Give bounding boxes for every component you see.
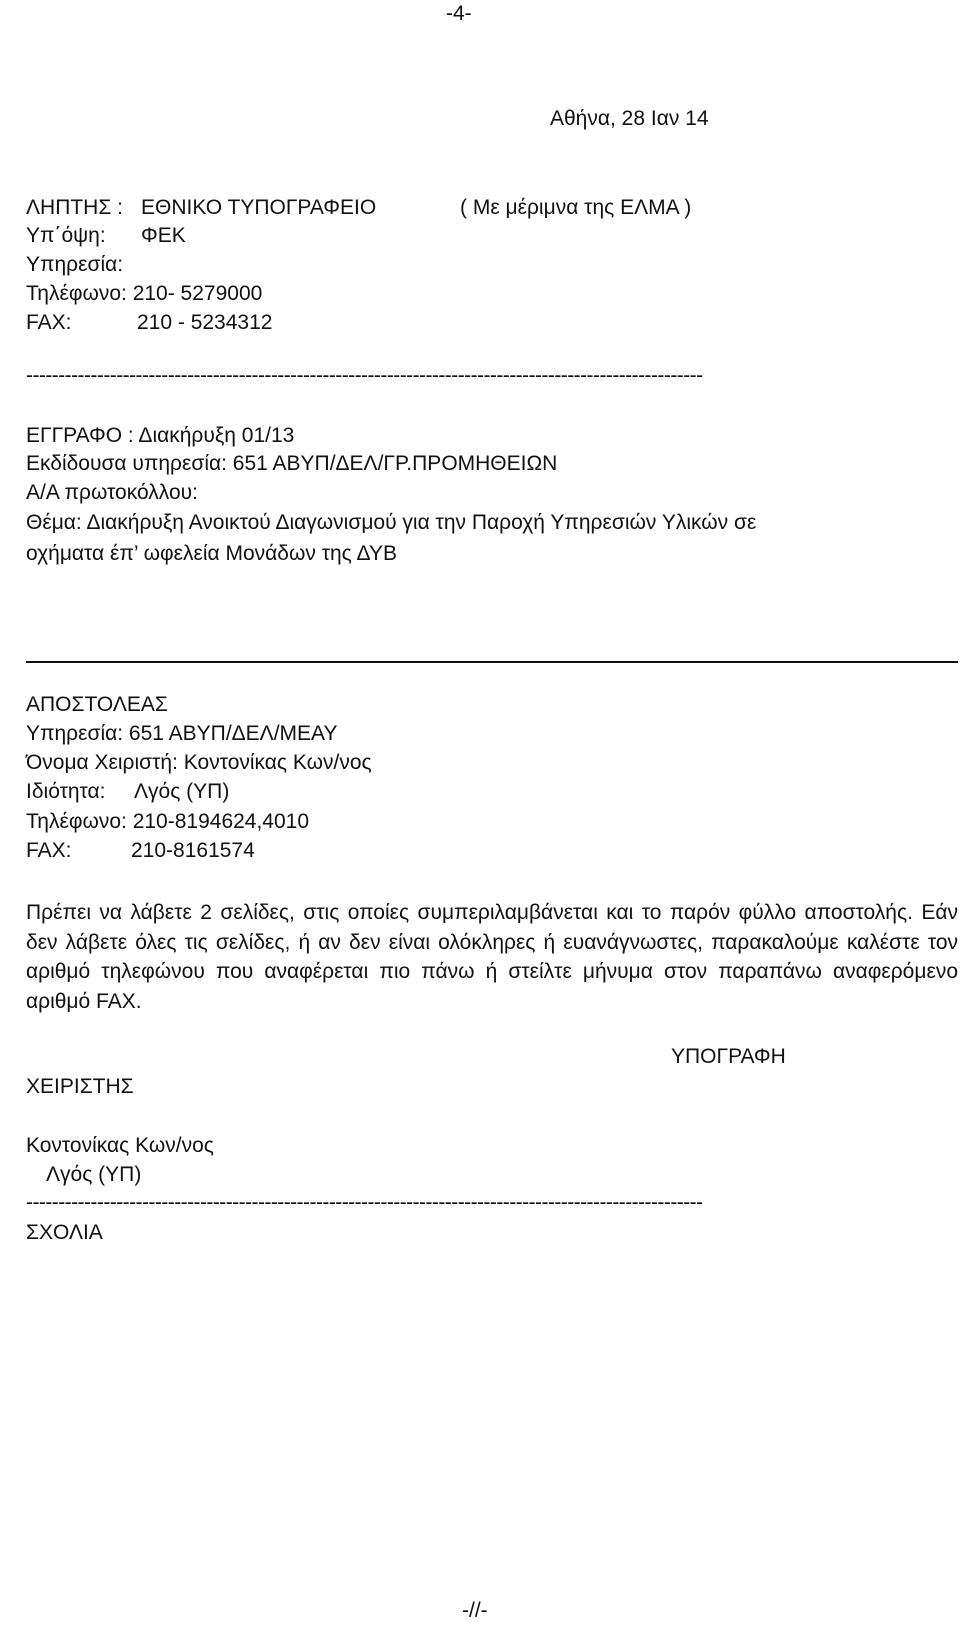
sender-fax-value: 210-8161574 bbox=[131, 839, 255, 862]
separator-line: --------------------------------------------------------------------------------------------------------- bbox=[26, 365, 703, 386]
subject-line-1: Θέμα: Διακήρυξη Ανοικτού Διαγωνισμού για την Παροχή Υπηρεσιών Υλικών σε bbox=[26, 511, 757, 534]
sender-rank-value: Λγός (ΥΠ) bbox=[134, 780, 230, 803]
operator-name: Κοντονίκας Κων/νος bbox=[26, 1134, 214, 1157]
issuer-line: Εκδίδουσα υπηρεσία: 651 ΑΒΥΠ/ΔΕΛ/ΓΡ.ΠΡΟΜΗΘΕΙΩΝ bbox=[26, 452, 558, 475]
attention-label: Υπ΄όψη: bbox=[26, 224, 106, 247]
recipient-phone: Τηλέφωνο: 210- 5279000 bbox=[26, 282, 263, 305]
sender-phone: Τηλέφωνο: 210-8194624,4010 bbox=[26, 810, 310, 833]
date-line: Αθήνα, 28 Ιαν 14 bbox=[550, 107, 709, 130]
signature-label: ΥΠΟΓΡΑΦΗ bbox=[671, 1045, 786, 1068]
recipient-fax-value: 210 - 5234312 bbox=[137, 311, 273, 334]
comments-label: ΣΧΟΛΙΑ bbox=[26, 1221, 103, 1244]
sender-fax-label: FAX: bbox=[26, 839, 72, 862]
sender-heading: ΑΠΟΣΤΟΛΕΑΣ bbox=[26, 693, 168, 716]
sender-rank-label: Ιδιότητα: bbox=[26, 780, 106, 803]
recipient-label: ΛΗΠΤΗΣ : bbox=[26, 196, 124, 219]
sender-service: Υπηρεσία: 651 ΑΒΥΠ/ΔΕΛ/ΜΕΑΥ bbox=[26, 722, 338, 745]
recipient-note: ( Με μέριμνα της ΕΛΜΑ ) bbox=[460, 196, 692, 219]
operator-rank: Λγός (ΥΠ) bbox=[46, 1163, 142, 1186]
document-line: ΕΓΓΡΑΦΟ : Διακήρυξη 01/13 bbox=[26, 424, 295, 447]
protocol-line: Α/Α πρωτοκόλλου: bbox=[26, 481, 198, 504]
attention-value: ΦΕΚ bbox=[141, 224, 186, 247]
horizontal-rule bbox=[26, 661, 958, 663]
page-number-top: -4- bbox=[446, 2, 472, 25]
operator-label: ΧΕΙΡΙΣΤΗΣ bbox=[26, 1075, 134, 1098]
page-number-bottom: -//- bbox=[462, 1599, 488, 1622]
separator-line-2: --------------------------------------------------------------------------------------------------------- bbox=[26, 1192, 703, 1213]
sender-operator: Όνομα Χειριστή: Κοντονίκας Κων/νος bbox=[26, 751, 372, 774]
subject-line-2: οχήματα έπ’ ωφελεία Μονάδων της ΔΥΒ bbox=[26, 542, 397, 565]
recipient-name: ΕΘΝΙΚΟ ΤΥΠΟΓΡΑΦΕΙΟ bbox=[141, 196, 377, 219]
notice-paragraph: Πρέπει να λάβετε 2 σελίδες, στις οποίες συμπεριλαμβάνεται και το παρόν φύλλο αποστολής. Εάν δεν λάβετε όλες τις σελίδες, ή αν δεν είναι ολόκληρες ή ευανάγνωστες, παρακαλούμε καλέστε τον αριθμό τηλεφώνου που αναφέρεται πιο πάνω ή στείλτε μήνυμα στον παραπάνω αναφερόμενο αριθμό FAX. bbox=[26, 901, 958, 1014]
recipient-fax-label: FAX: bbox=[26, 311, 72, 334]
recipient-service-label: Υπηρεσία: bbox=[26, 253, 124, 276]
